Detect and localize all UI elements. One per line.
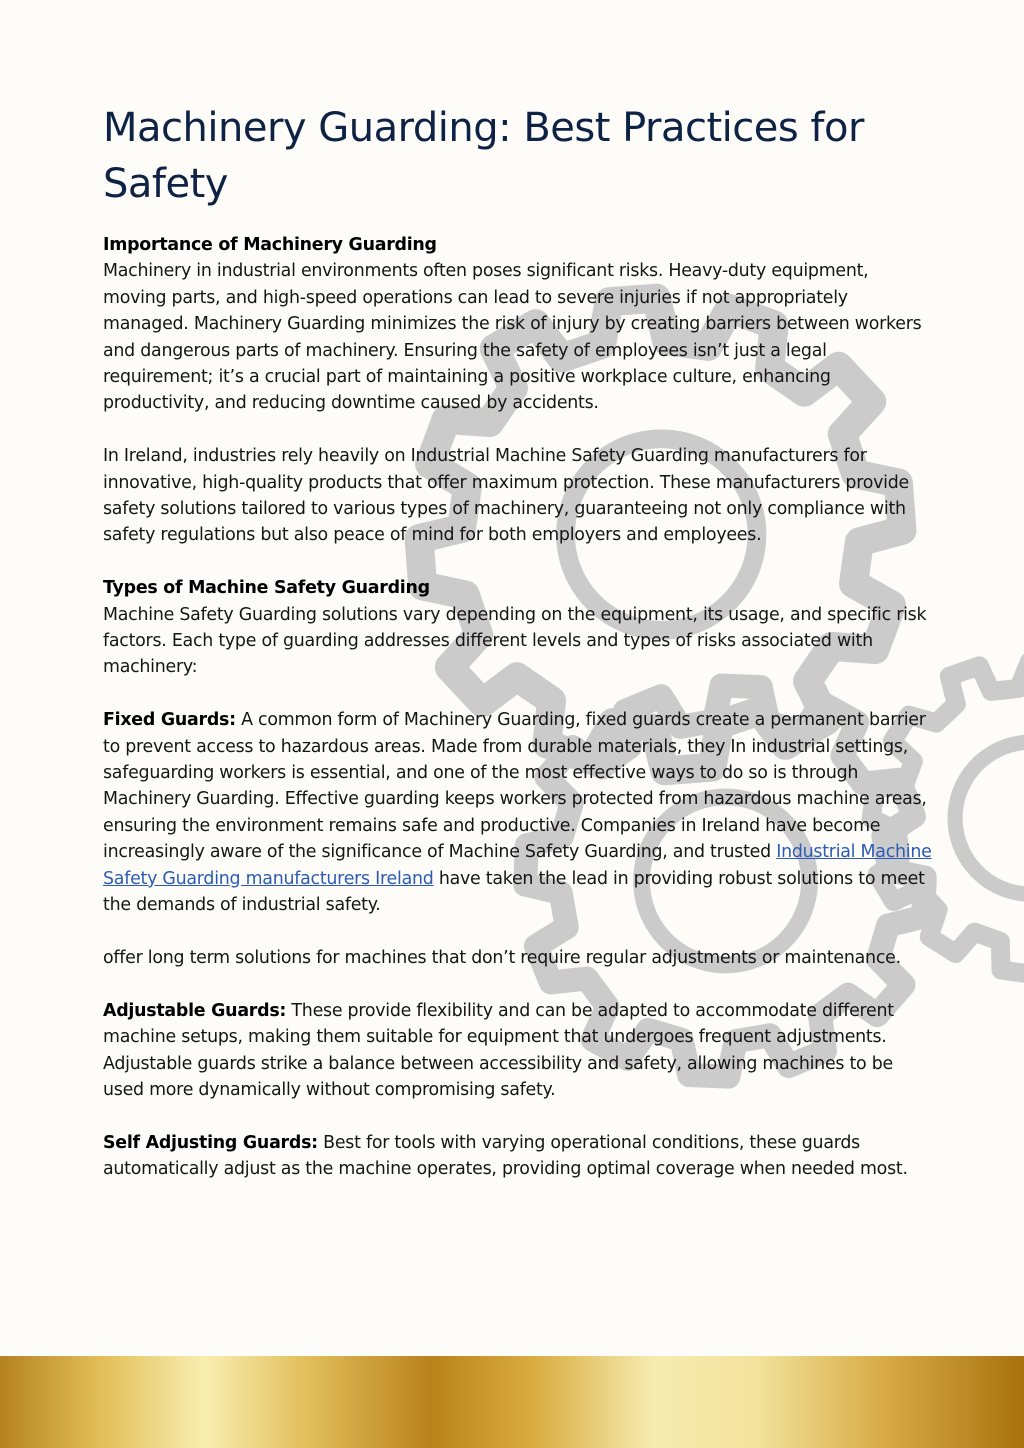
- paragraph-types-intro: Machine Safety Guarding solutions vary depending on the equipment, its usage, and specific risk factors. Each type of guarding addresses different levels and types of risks associated with machinery:: [103, 604, 927, 678]
- adjustable-guards-label: Adjustable Guards:: [103, 1000, 287, 1021]
- section-heading-importance: Importance of Machinery Guarding: [103, 235, 437, 255]
- self-adjusting-guards-label: Self Adjusting Guards:: [103, 1132, 318, 1153]
- paragraph-importance-1: Machinery in industrial environments often poses significant risks. Heavy-duty equipment, moving parts, and high-speed operations can lead to severe injuries if not appropriately managed. Machinery Guarding minimizes the risk of injury by creating barriers between workers and dangerous parts of machinery. Ensuring the safety of employees isn’t just a legal requirement; it’s a crucial part of maintaining a positive workplace culture, enhancing productivity, and reducing downtime caused by accidents.: [103, 261, 922, 414]
- paragraph-fixed-guards: [103, 707, 933, 918]
- section-heading-types: Types of Machine Safety Guarding: [103, 578, 430, 599]
- paragraph-self-adjusting-guards: [103, 1130, 933, 1183]
- document-body: [103, 100, 933, 1183]
- paragraph-fixed-guards-continuation: offer long term solutions for machines that don’t require regular adjustments or maintenance.: [103, 947, 901, 968]
- gear-hub: [934, 721, 1024, 916]
- gold-footer-bar: [0, 1356, 1024, 1448]
- fixed-guards-text-end: have taken the lead in providing robust solutions to meet the demands of industrial safety.: [103, 868, 925, 916]
- paragraph-importance-2: In Ireland, industries rely heavily on Industrial Machine Safety Guarding manufacturers for innovative, high-quality products that offer maximum protection. These manufacturers provide safety solutions tailored to various types of machinery, guaranteeing not only compliance with safety regulations but also peace of mind for both employers and employees.: [103, 446, 909, 546]
- fixed-guards-text: A common form of Machinery Guarding, fixed guards create a permanent barrier to prevent access to hazardous areas. Made from durable materials, they In industrial settings, safeguarding workers is essential, and one of the most effective ways to do so is through Machinery Guarding. Effective guarding keeps workers protected from hazardous machine areas, ensuring the environment remains safe and productive. Companies in Ireland have become increasingly aware of the significance of Machine Safety Guarding, and trusted: [103, 710, 927, 863]
- adjustable-guards-text: These provide flexibility and can be adapted to accommodate different machine setups, making them suitable for equipment that undergoes frequent adjustments. Adjustable guards strike a balance between accessibility and safety, allowing machines to be used more dynamically without compromising safety.: [103, 1000, 894, 1100]
- self-adjusting-guards-text: Best for tools with varying operational conditions, these guards automatically adjust as the machine operates, providing optimal coverage when needed most.: [103, 1132, 908, 1180]
- manufacturers-link[interactable]: Industrial Machine Safety Guarding manufacturers Ireland: [103, 842, 932, 889]
- fixed-guards-label: Fixed Guards:: [103, 710, 236, 731]
- page-title: Machinery Guarding: Best Practices for Safety: [103, 105, 864, 207]
- paragraph-adjustable-guards: [103, 998, 933, 1104]
